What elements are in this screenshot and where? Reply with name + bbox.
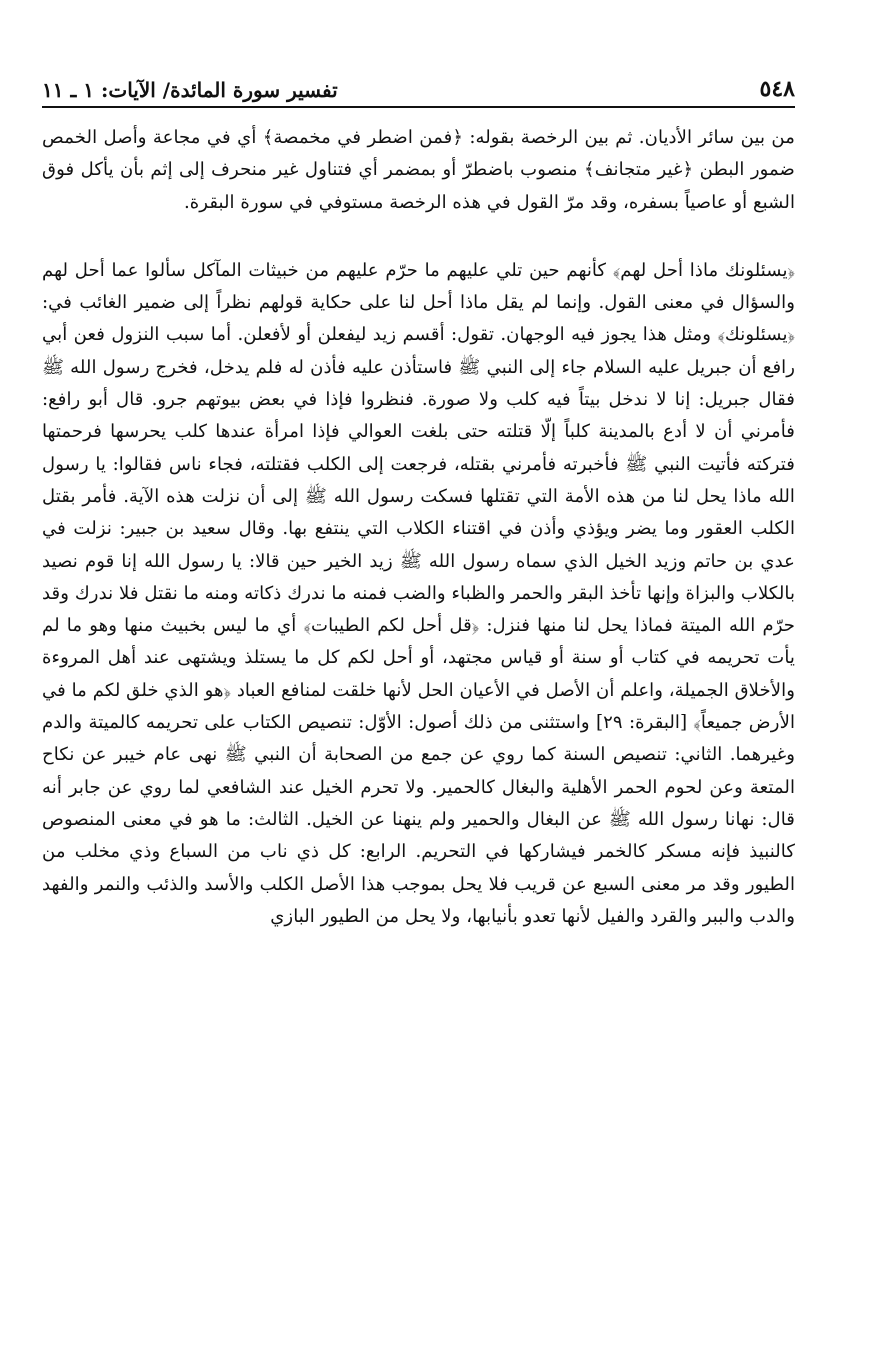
- page-body: [42, 122, 795, 933]
- paragraph: من بين سائر الأديان. ثم بين الرخصة بقوله: ﴿فمن اضطر في مخمصة﴾ أي في مجاعة وأصل الخمص ضمور البطن ﴿غير متجانف﴾ منصوب باضطرّ أو بمضمر أي فتناول غير منحرف إلى إثم بأن يأكل فوق الشبع أو عاصياً بسفره، وقد مرّ القول في هذه الرخصة مستوفي في سورة البقرة.: [42, 127, 795, 213]
- running-title: تفسير سورة المائدة/ الآيات: ١ ـ ١١: [42, 78, 338, 102]
- page-header: [42, 68, 795, 108]
- page-number: ٥٤٨: [759, 76, 795, 102]
- paragraph: ﴿يسئلونك ماذا أحل لهم﴾ كأنهم حين تلي عليهم ما حرّم عليهم من خبيثات المآكل سألوا عما أحل لهم والسؤال في معنى القول. وإنما لم يقل ماذا أحل لنا على حكاية قولهم نظراً إلى ضمير الغائب في: ﴿يسئلونك﴾ ومثل هذا يجوز فيه الوجهان. تقول: أقسم زيد ليفعلن أو لأفعلن. أما سبب النزول فعن أبي رافع أن جبريل عليه السلام جاء إلى النبي ﷺ فاستأذن عليه فأذن له فلم يدخل، فخرج رسول الله ﷺ فقال جبريل: إنا لا ندخل بيتاً فيه كلب ولا صورة. فنظروا فإذا في بعض بيوتهم جرو. قال أبو رافع: فأمرني أن لا أدع بالمدينة كلباً إلّا قتلته حتى بلغت العوالي فإذا امرأة عندها كلب يحرسها فرحمتها فتركته فأتيت النبي ﷺ فأخبرته فأمرني بقتله، فرجعت إلى الكلب فقتلته، فجاء ناس فقالوا: يا رسول الله ماذا يحل لنا من هذه الأمة التي تقتلها فسكت رسول الله ﷺ إلى أن نزلت هذه الآية. فأمر بقتل الكلب العقور وما يضر ويؤذي وأذن في اقتناء الكلاب التي ينتفع بها. وقال سعيد بن جبير: نزلت في عدي بن حاتم وزيد الخيل الذي سماه رسول الله ﷺ زيد الخير حين قالا: يا رسول الله إنا قوم نصيد بالكلاب والبزاة وإنها تأخذ البقر والحمر والظباء والضب فمنه ما ندرك ذكاته ومنه ما نقتل فلا ندرك وقد حرّم الله الميتة فماذا يحل لنا منها فنزل: ﴿قل أحل لكم الطيبات﴾ أي ما ليس بخبيث منها وهو ما لم يأت تحريمه في كتاب أو سنة أو قياس مجتهد، أو أحل لكم كل ما يستلذ ويشتهى عند أهل المروءة والأخلاق الجميلة، واعلم أن الأصل في الأعيان الحل لأنها خلقت لمنافع العباد ﴿هو الذي خلق لكم ما في الأرض جميعاً﴾ [البقرة: ٢٩] واستثنى من ذلك أصول: الأوّل: تنصيص الكتاب على تحريمه كالميتة والدم وغيرهما. الثاني: تنصيص السنة كما روي عن جمع من الصحابة أن النبي ﷺ نهى عام خيبر عن نكاح المتعة وعن لحوم الحمر الأهلية والبغال كالحمير. ولا تحرم الخيل عند الشافعي لما روي عن جابر أنه قال: نهانا رسول الله ﷺ عن البغال والحمير ولم ينهنا عن الخيل. الثالث: ما هو في معنى المنصوص كالنبيذ فإنه مسكر كالخمر فيشاركها في التحريم. الرابع: كل ذي ناب من السباع وذي مخلب من الطيور وقد مر معنى السبع عن قريب فلا يحل بموجب هذا الأصل الكلب والأسد والذئب والنمر والفهد والدب والببر والقرد والفيل لأنها تعدو بأنيابها، ولا يحل من الطيور البازي: [42, 259, 795, 927]
